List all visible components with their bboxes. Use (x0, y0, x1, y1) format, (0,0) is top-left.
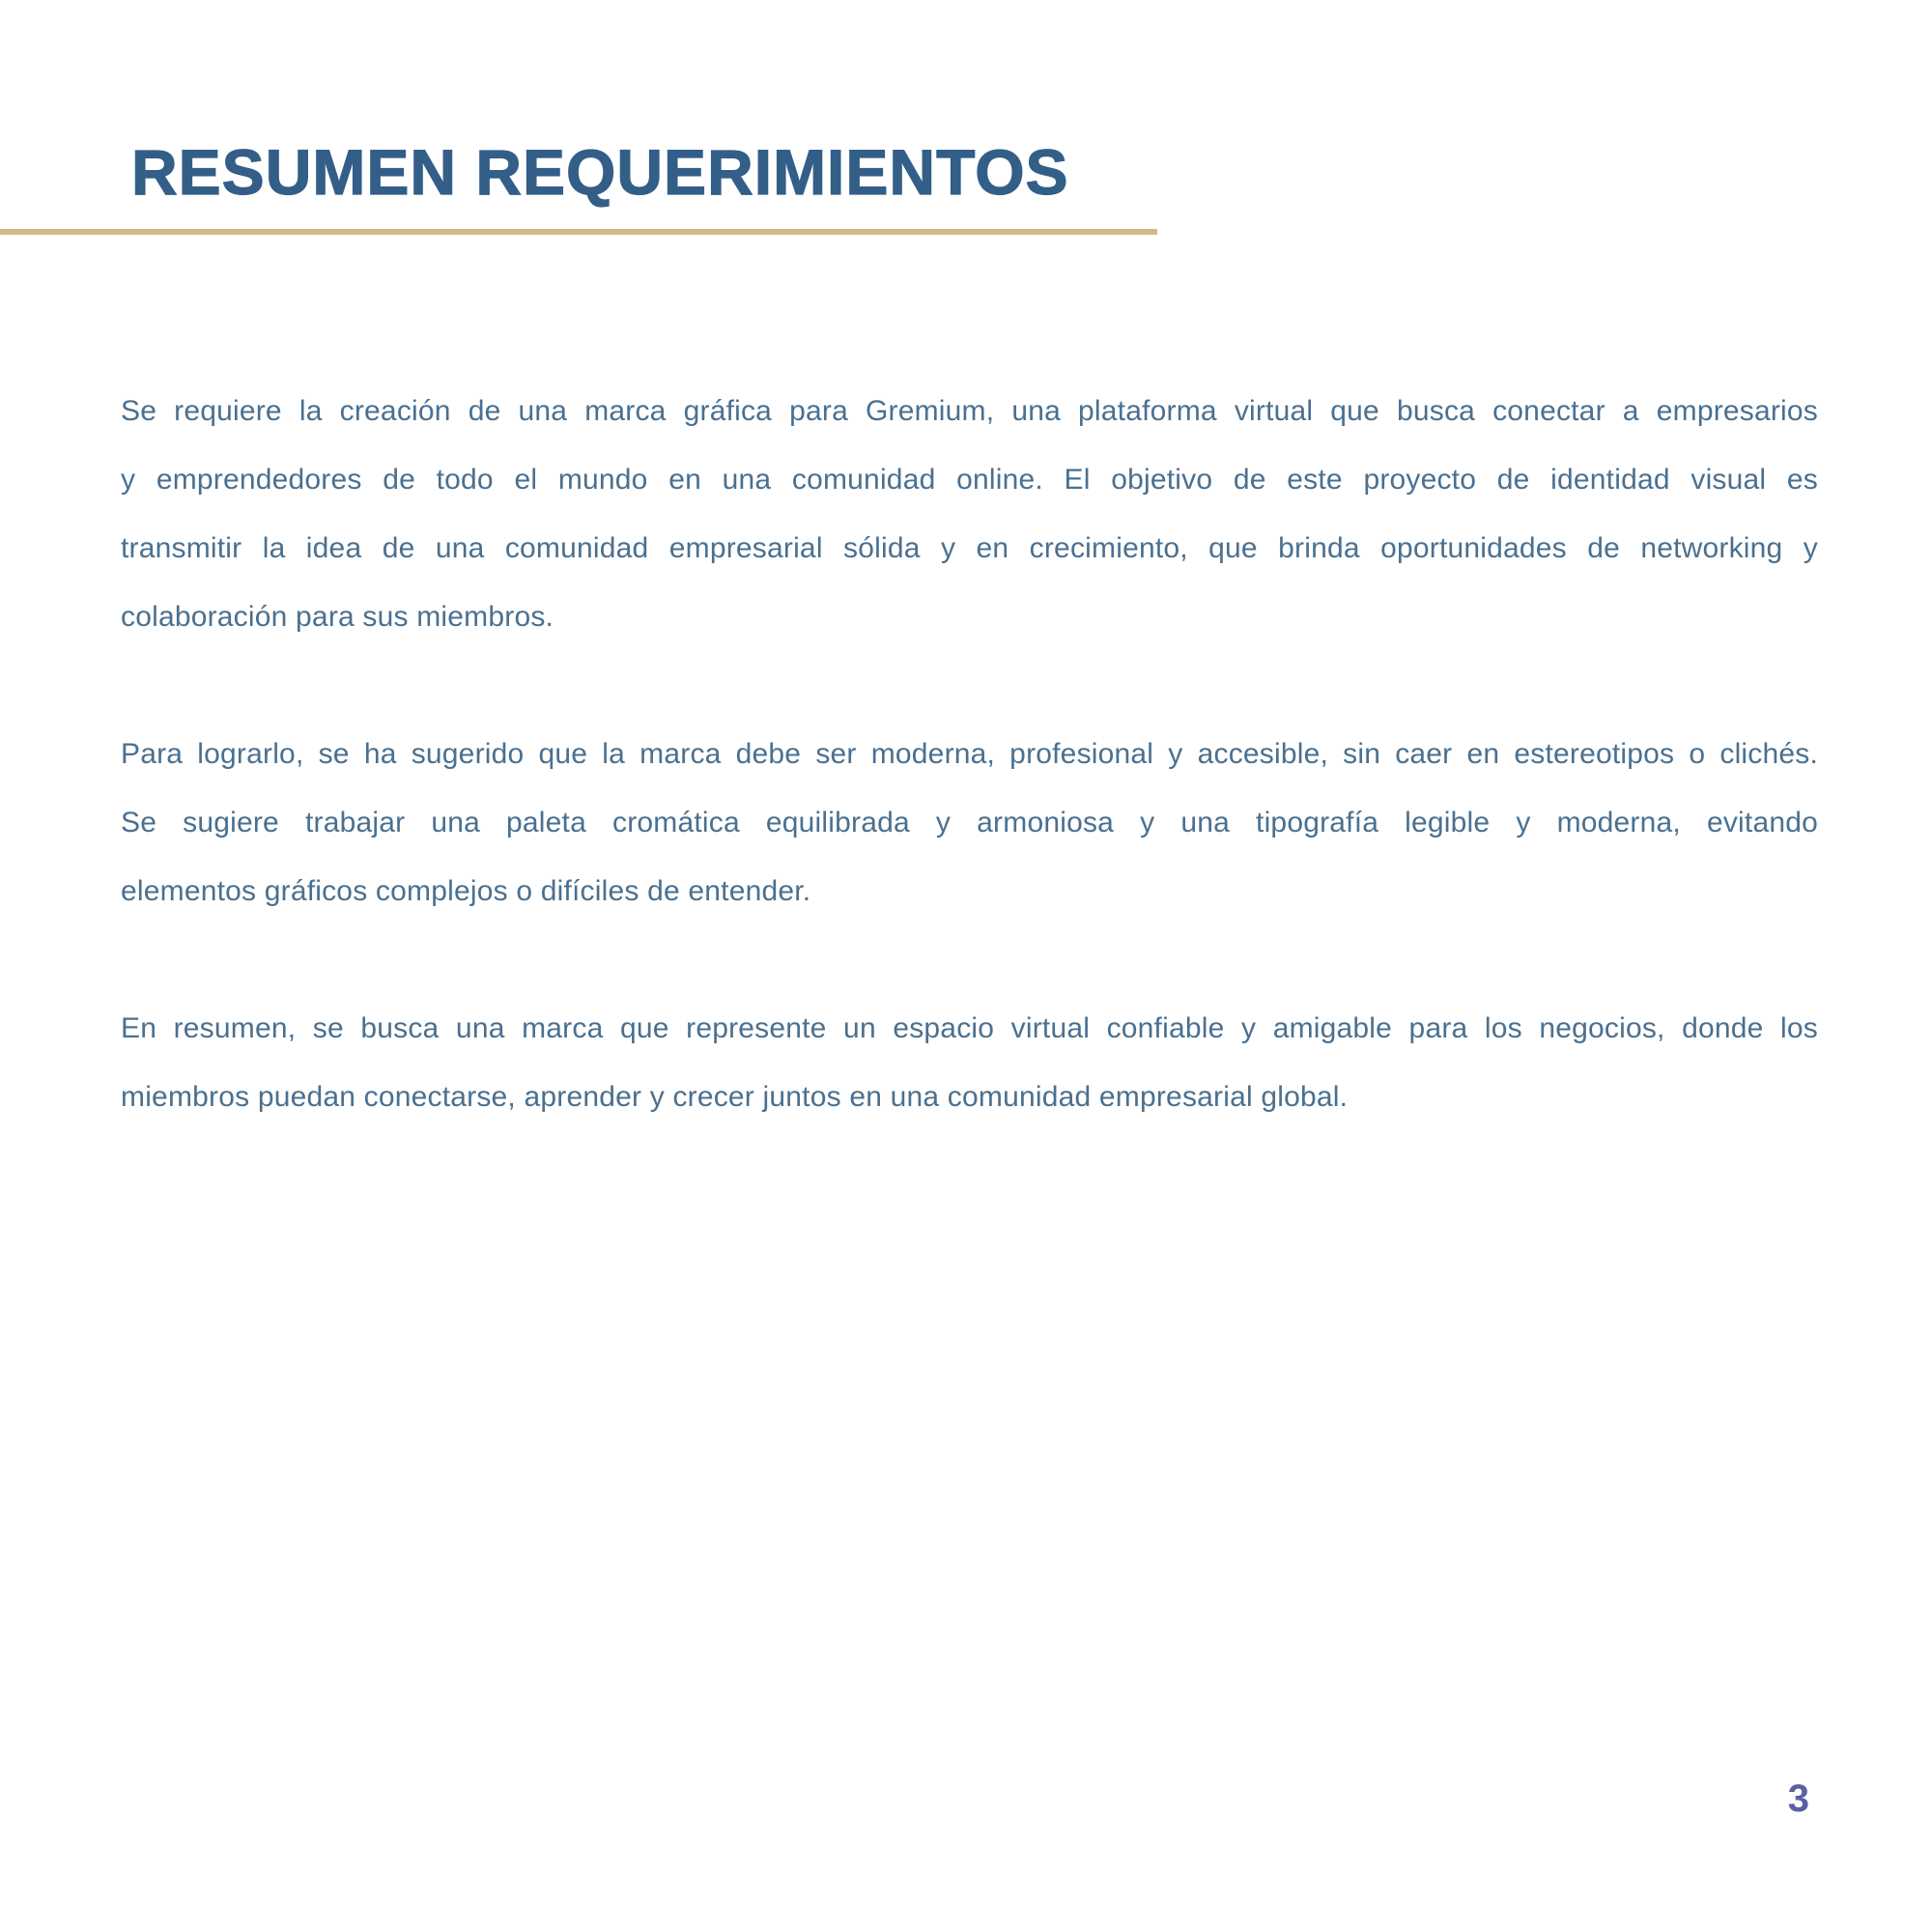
page-title: RESUMEN REQUERIMIENTOS (131, 136, 1069, 208)
paragraph-line: Se requiere la creación de una marca gráfica para Gremium, una plataforma virtual que busca conectar a empresarios (121, 395, 1818, 427)
paragraph-line: elementos gráficos complejos o difíciles de entender. (121, 875, 811, 907)
paragraph-2 (121, 720, 1818, 925)
paragraph-line: Se sugiere trabajar una paleta cromática equilibrada y armoniosa y una tipografía legible y moderna, evitando (121, 807, 1818, 838)
title-underline-rule (0, 229, 1157, 235)
paragraph-3 (121, 994, 1818, 1131)
paragraph-1 (121, 377, 1818, 651)
paragraph-line: colaboración para sus miembros. (121, 601, 554, 633)
page-number: 3 (1787, 1777, 1809, 1820)
paragraph-line: y emprendedores de todo el mundo en una comunidad online. El objetivo de este proyecto de identidad visual es (121, 464, 1818, 496)
paragraph-line: En resumen, se busca una marca que represente un espacio virtual confiable y amigable para los negocios, donde los (121, 1012, 1818, 1044)
paragraph-line: miembros puedan conectarse, aprender y crecer juntos en una comunidad empresarial global. (121, 1081, 1349, 1113)
paragraph-line: transmitir la idea de una comunidad empresarial sólida y en crecimiento, que brinda oportunidades de networking y (121, 532, 1818, 564)
paragraph-line: Para lograrlo, se ha sugerido que la marca debe ser moderna, profesional y accesible, sin caer en estereotipos o clichés. (121, 738, 1818, 770)
body-text (121, 377, 1818, 1131)
